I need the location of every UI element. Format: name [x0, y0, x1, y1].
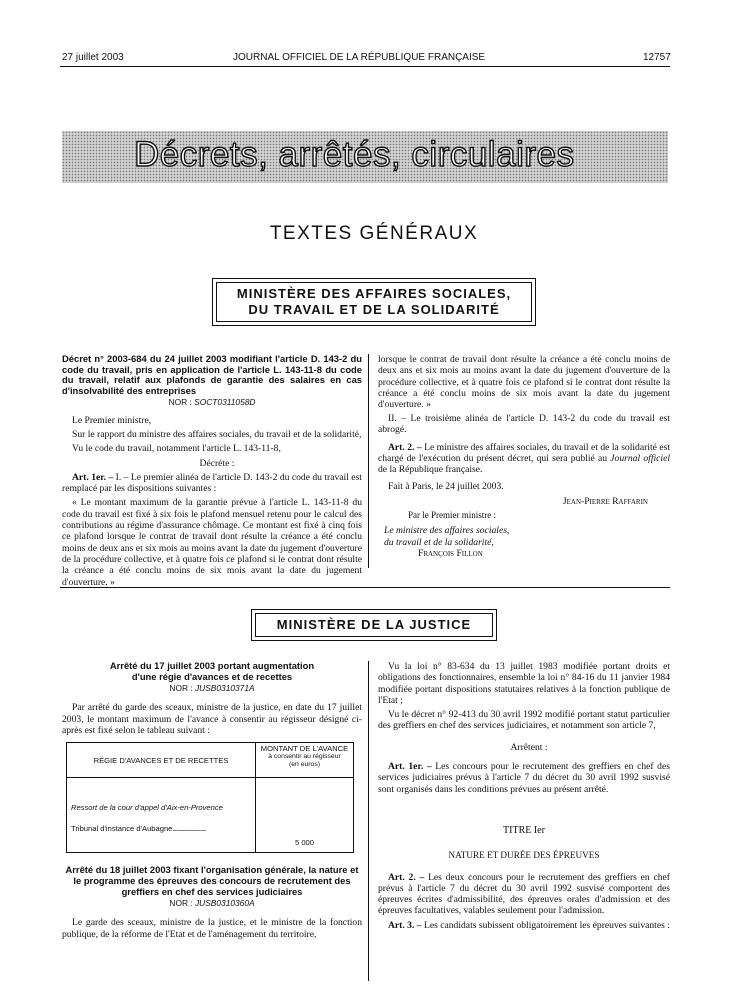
column-divider-justice — [368, 661, 369, 981]
decret-p2: Sur le rapport du ministre des affaires sociales, du travail et de la solidarité, — [72, 428, 362, 440]
art1-text: I. – Le premier alinéa de l'article D. 143-2 du code du travail est remplacé par les dispositions suivantes : — [62, 471, 362, 495]
justice-left-column — [62, 661, 362, 943]
arrete1-title-1: Arrêté du 17 juillet 2003 portant augmentation — [109, 660, 315, 671]
arrete1-title-2: d'une régie d'avances et de recettes — [131, 670, 293, 682]
nor-label: NOR : — [169, 683, 193, 694]
decret-art1 — [62, 472, 362, 495]
nor-code: JUSB0310371A — [194, 683, 255, 694]
montant-header-2: à consentir au régisseur — [268, 753, 341, 761]
vu-decret: Vu le décret n° 92-413 du 30 avril 1992 modifié portant statut particulier des greffiers en chef des services judiciaires, et notamment son article 7, — [378, 709, 670, 732]
row-label-text: Tribunal d'instance d'Aubagne — [71, 823, 173, 833]
nor-code: SOCT0311058D — [194, 397, 256, 408]
arrete2-nor — [62, 898, 362, 909]
art2-label: Art. 2. – — [388, 441, 422, 453]
decret-decrete: Décrète : — [199, 457, 235, 469]
arrete2-p1: Le garde des sceaux, ministre de la justice, et le ministre de la fonction publique, de la réforme de l'Etat et de l'aménagement du territoire, — [62, 917, 362, 940]
art1-text: Les concours pour le recrutement des greffiers en chef des services judiciaires prévus à l'article 7 du décret du 30 avril 1992 susvisé sont organisés dans les conditions prévues au présent arrêté. — [378, 761, 670, 795]
titre-heading: TITRE Ier — [503, 824, 545, 836]
section-banner — [62, 131, 668, 183]
arrete2-title: Arrêté du 18 juillet 2003 fixant l'organisation générale, la nature et le programme des épreuves des concours de recrutement des greffiers en chef des services judiciaires — [65, 864, 359, 897]
art2-epreuves — [378, 872, 670, 917]
art3-text: Les candidats subissent obligatoirement les épreuves suivantes : — [423, 919, 670, 931]
arretent: Arrêtent : — [510, 741, 548, 753]
art2-journal: Journal officiel — [610, 452, 670, 464]
montant-header-1: MONTANT DE L'AVANCE — [260, 744, 349, 754]
nor-label: NOR : — [168, 397, 192, 408]
art3-epreuves — [378, 920, 670, 931]
decret-quote: « Le montant maximum de la garantie prévue à l'article L. 143-11-8 du code du travail est fixé à six fois le plafond mensuel retenu pour le calcul des contributions au régime d'assurance chômage. Ce montant est fixé à cinq fois ce plafond lorsque le contrat de travail dont résulte la créance a été conclu moins de deux ans et six mois au moins avant la date du jugement d'ouverture de la procédure collective, et à quatre fois ce plafond si le contrat dont résulte la créance a été conclu moins de six mois avant la date du jugement d'ouverture. » — [62, 497, 362, 588]
montant-header-3: (en euros) — [289, 761, 320, 769]
titre-subheading: NATURE ET DURÉE DES ÉPREUVES — [448, 850, 600, 861]
decret-art2 — [378, 442, 670, 476]
table-header-row — [67, 743, 354, 778]
ministry-line-2: DU TRAVAIL ET DE LA SOLIDARITÉ — [248, 302, 500, 317]
art2-text-a: Le ministre des affaires sociales, du travail et de la solidarité est chargé de l'exécution du présent décret, qui sera publié au — [378, 441, 670, 464]
decret-right-column — [378, 354, 670, 559]
table-row — [67, 778, 354, 853]
row-group-label: Ressort de la cour d'appel d'Aix-en-Provence — [71, 803, 223, 813]
arrete1-p1: Par arrêté du garde des sceaux, ministre de la justice, en date du 17 juillet 2003, le montant maximum de l'avance à consentir au régisseur désigné ci-après est fixé selon le tableau suivant : — [62, 702, 362, 737]
minister-title-2: du travail et de la solidarité, — [384, 536, 494, 548]
column-divider — [368, 354, 369, 568]
art1-concours — [378, 761, 670, 795]
art2-label: Art. 2. – — [388, 871, 425, 883]
art3-label: Art. 3. – — [388, 919, 422, 931]
decret-fait: Fait à Paris, le 24 juillet 2003. — [388, 481, 504, 493]
header-rule — [60, 66, 670, 67]
header-page-number: 12757 — [643, 52, 671, 63]
arrete1-nor — [62, 683, 362, 694]
signatory: Jean-Pierre Raffarin — [562, 495, 648, 507]
regie-table — [66, 742, 354, 853]
table-cell-label — [67, 778, 256, 853]
art1-label: Art. 1er. – — [388, 761, 432, 773]
minister-name: François Fillon — [418, 547, 483, 559]
decret-left-column — [62, 353, 362, 588]
art2-text: Les deux concours pour le recrutement des greffiers en chef prévus à l'article 7 du décret du 30 avril 1992 susvisé comportent des épreuves écrites d'admissibilité, des épreuves orales d'admission et des épreuves facultatives, valables seulement pour l'admission. — [378, 871, 670, 917]
banner-title: Décrets, arrêtés, circulaires — [134, 135, 575, 174]
nor-label: NOR : — [169, 898, 193, 909]
col-header-montant — [256, 743, 354, 778]
minister-title-1: Le ministre des affaires sociales, — [384, 525, 510, 537]
row-label: Tribunal d'instance d'Aubagne.............................. — [71, 823, 206, 833]
ministry-line-1: MINISTÈRE DES AFFAIRES SOCIALES, — [236, 286, 512, 301]
table-cell-value: 5 000 — [256, 778, 354, 853]
nor-code: JUSB0310360A — [194, 898, 255, 909]
ministry-box-justice — [251, 609, 497, 641]
decret-nor — [62, 397, 362, 408]
decret-quote-continued: lorsque le contrat de travail dont résulte la créance a été conclu moins de deux ans et six mois au moins avant la date du jugement d'ouverture de la procédure collective, et à quatre fois ce plafond si le contrat dont résulte la créance a été conclu moins de six mois avant la date du jugement d'ouverture. » — [378, 354, 670, 411]
decret-II: II. – Le troisième alinéa de l'article D. 143-2 du code du travail est abrogé. — [378, 413, 670, 436]
justice-right-column — [378, 661, 670, 934]
art1-label: Art. 1er. – — [72, 471, 114, 483]
col-header-regie: RÉGIE D'AVANCES ET DE RECETTES — [67, 743, 256, 778]
vu-loi: Vu la loi n° 83-634 du 13 juillet 1983 modifiée portant droits et obligations des fonctionnaires, ensemble la loi n° 84-16 du 11 janvier 1984 modifiée portant dispositions statutaires relatives à la fonction publique de l'Etat ; — [378, 661, 670, 706]
decret-p3: Vu le code du travail, notamment l'article L. 143-11-8, — [72, 443, 281, 455]
section-rule — [60, 587, 670, 588]
ministry-box-social-affairs — [212, 278, 536, 326]
section-title: TEXTES GÉNÉRAUX — [269, 223, 479, 244]
art2-text-b: de la République française. — [378, 464, 483, 476]
ministry-justice-label: MINISTÈRE DE LA JUSTICE — [255, 613, 493, 637]
decret-p1: Le Premier ministre, — [72, 414, 152, 426]
par-premier-ministre: Par le Premier ministre : — [408, 510, 496, 521]
decret-title: Décret n° 2003-684 du 24 juillet 2003 modifiant l'article D. 143-2 du code du travail, pris en application de l'article L. 143-11-8 du code du travail, relatif aux plafonds de garantie des salaires en cas d'insolvabilité des entreprises — [62, 353, 362, 396]
header-date: 27 juillet 2003 — [62, 52, 124, 63]
header-journal-title: JOURNAL OFFICIEL DE LA RÉPUBLIQUE FRANÇAISE — [233, 52, 486, 63]
